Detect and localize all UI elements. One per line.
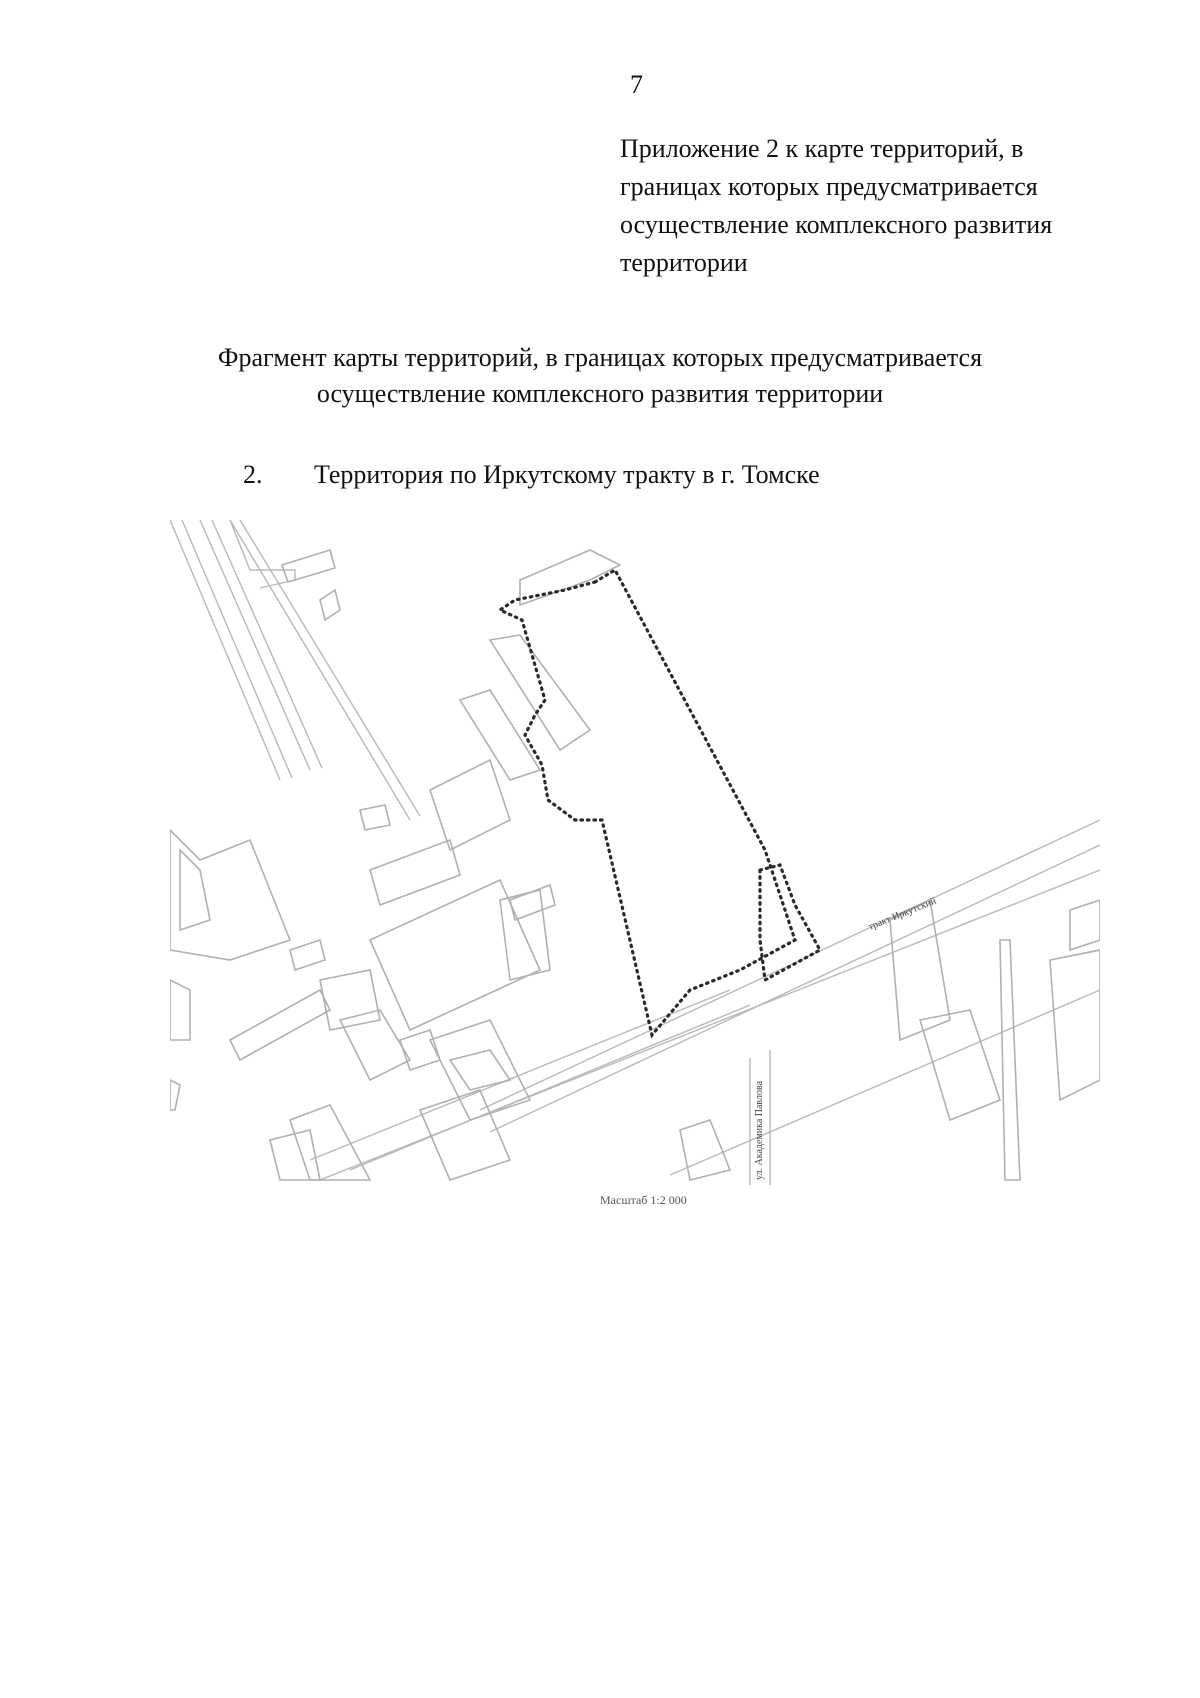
document-heading xyxy=(150,340,1050,412)
appendix-line: Приложение 2 к карте территорий, в xyxy=(620,134,1024,163)
heading-line: Фрагмент карты территорий, в границах которых предусматривается xyxy=(217,343,983,372)
buildings xyxy=(170,550,1100,1180)
road-lines xyxy=(170,520,1100,1185)
page-number: 7 xyxy=(630,70,643,99)
appendix-line: территории xyxy=(620,248,748,277)
map-scale: Масштаб 1:2 000 xyxy=(600,1193,687,1207)
appendix-line: осуществление комплексного развития xyxy=(620,210,1053,239)
item-title: Территория по Иркутскому тракту в г. Томске xyxy=(314,460,820,489)
appendix-caption xyxy=(620,130,1140,282)
street-label: ул. Академика Павлова xyxy=(754,1080,765,1180)
territory-map xyxy=(170,520,1100,1185)
heading-line: осуществление комплексного развития территории xyxy=(316,379,884,408)
territory-boundary xyxy=(500,570,820,1035)
street-label: тракт Иркутский xyxy=(867,895,938,933)
item-number: 2. xyxy=(243,460,263,489)
appendix-line: границах которых предусматривается xyxy=(620,172,1038,201)
